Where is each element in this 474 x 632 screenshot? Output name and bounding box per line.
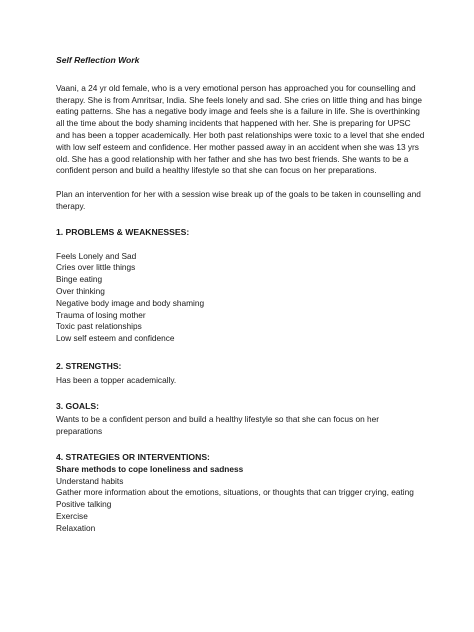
strategies-subheading: Share methods to cope loneliness and sadness (56, 463, 244, 474)
problems-heading: 1. PROBLEMS & WEAKNESSES: (56, 226, 190, 237)
list-item: Binge eating (56, 274, 103, 285)
list-item: Trauma of losing mother (56, 309, 146, 320)
goals-text: Wants to be a confident person and build a healthy lifestyle so that she can focus on her preparations (56, 414, 380, 437)
goals-heading: 3. GOALS: (56, 400, 99, 411)
list-item: Relaxation (56, 522, 96, 533)
list-item: Gather more information about the emotions, situations, or thoughts that can trigger crying, eating (56, 487, 414, 498)
strengths-heading: 2. STRENGTHS: (56, 360, 122, 371)
strategies-heading: 4. STRATEGIES OR INTERVENTIONS: (56, 451, 210, 462)
document-title: Self Reflection Work (56, 55, 140, 65)
task-instruction: Plan an intervention for her with a session wise break up of the goals to be taken in counselling and therapy. (56, 189, 421, 211)
strategies-list (56, 476, 426, 535)
list-item: Feels Lonely and Sad (56, 250, 137, 261)
list-item: Cries over little things (56, 262, 136, 273)
list-item: Low self esteem and confidence (56, 333, 175, 344)
list-item: Positive talking (56, 499, 112, 510)
case-description: Vaani, a 24 yr old female, who is a very emotional person has approached you for counselling and therapy. She is from Amritsar, India. She feels lonely and sad. She cries on little thing and has binge eating patterns. She has a negative body image and feels she is a failure in life. She is overthinking all the time about the body shaming incidents that happened with her. She is preparing for UPSC and has been a topper academically. Her both past relationships were toxic to a level that she ended with low self esteem and confidence. Her mother passed away in an accident when she was 13 yrs old. She has a good relationship with her father and she has two best friends. She wants to be a confident person and build a healthy lifestyle so that she can focus on her preparations. (56, 82, 425, 176)
list-item: Over thinking (56, 285, 105, 296)
list-item: Understand habits (56, 475, 124, 486)
list-item: Toxic past relationships (56, 321, 142, 332)
strengths-text: Has been a topper academically. (56, 374, 177, 385)
document-page (56, 55, 426, 535)
problems-list (56, 251, 426, 345)
list-item: Exercise (56, 510, 88, 521)
list-item: Negative body image and body shaming (56, 297, 205, 308)
